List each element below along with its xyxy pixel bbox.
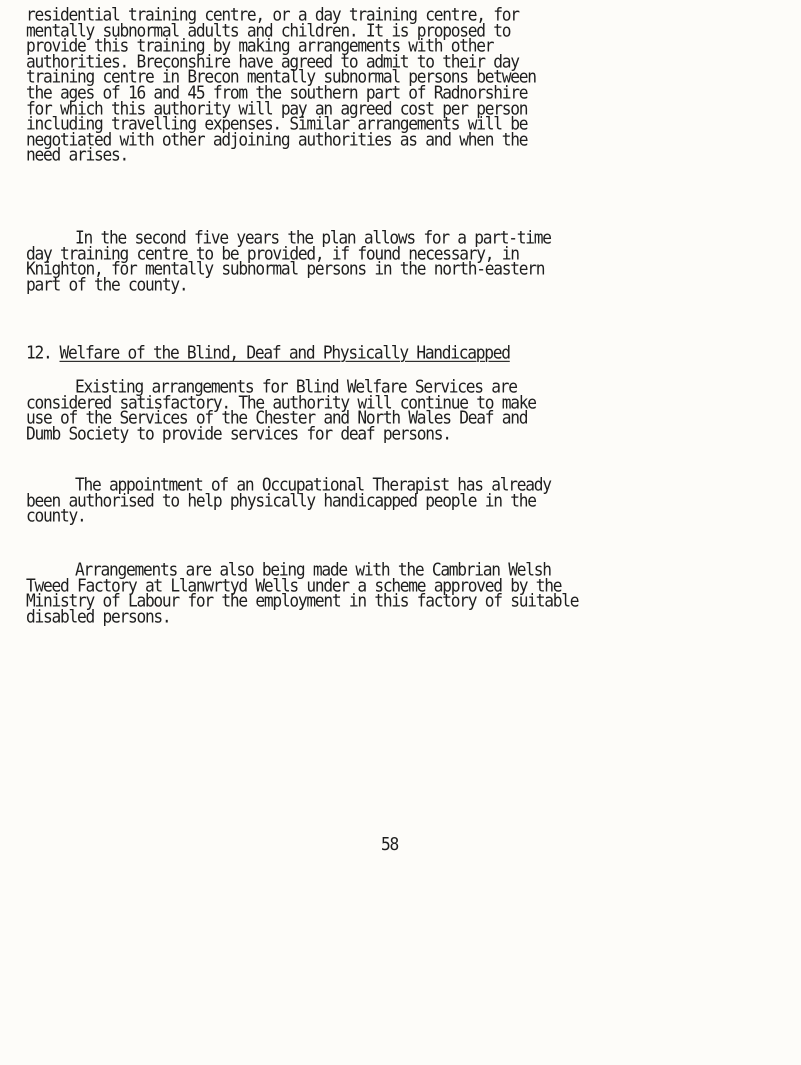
paragraph-4 (26, 473, 786, 527)
section-heading (26, 341, 786, 364)
text-line: Arrangements are also being made with the Cambrian Welsh (75, 558, 551, 581)
text-line: provide this training by making arrangements with other (26, 34, 494, 57)
text-line: Dumb Society to provide services for deaf persons. (26, 422, 451, 444)
paragraph-2 (26, 226, 786, 295)
text-line: Ministry of Labour for the employment in this factory of suitable (26, 589, 579, 612)
text-line: In the second five years the plan allows for a part-time (75, 226, 551, 249)
text-line: the ages of 16 and 45 from the southern part of Radnorshire (26, 81, 528, 104)
text-line: negotiated with other adjoining authorities as and when the (26, 128, 528, 150)
text-line: for which this authority will pay an agreed cost per person (26, 97, 528, 119)
text-line: disabled persons. (26, 605, 171, 627)
section-title: Welfare of the Blind, Deaf and Physically Handicapped (59, 341, 510, 364)
page-number: 58 (381, 833, 398, 855)
text-line: training centre in Brecon mentally subnormal persons between (26, 66, 536, 88)
paragraph-3 (26, 375, 786, 444)
text-line: part of the county. (26, 273, 188, 295)
text-line: use of the Services of the Chester and North Wales Deaf and (26, 406, 528, 429)
text-line: Existing arrangements for Blind Welfare Services are (75, 375, 517, 398)
paragraph-5 (26, 558, 786, 627)
paragraph-1 (26, 3, 786, 166)
text-line: The appointment of an Occupational Therapist has already (75, 473, 551, 496)
text-line: mentally subnormal adults and children. It is proposed to (26, 19, 511, 41)
text-line: been authorised to help physically handicapped people in the (26, 489, 536, 511)
text-line: day training centre to be provided, if found necessary, in (26, 242, 519, 264)
text-line: Tweed Factory at Llanwrtyd Wells under a scheme approved by the (26, 574, 562, 596)
text-line: considered satisfactory. The authority will continue to make (26, 391, 536, 413)
text-line: county. (26, 504, 86, 527)
text-line: authorities. Breconshire have agreed to admit to their day (26, 50, 519, 72)
text-line: need arises. (26, 144, 128, 166)
text-line: including travelling expenses. Similar arrangements will be (26, 112, 528, 135)
text-line: Knighton, for mentally subnormal persons in the north-eastern (26, 257, 545, 280)
section-number: 12. (26, 341, 52, 364)
text-line: residential training centre, or a day training centre, for (26, 3, 519, 26)
